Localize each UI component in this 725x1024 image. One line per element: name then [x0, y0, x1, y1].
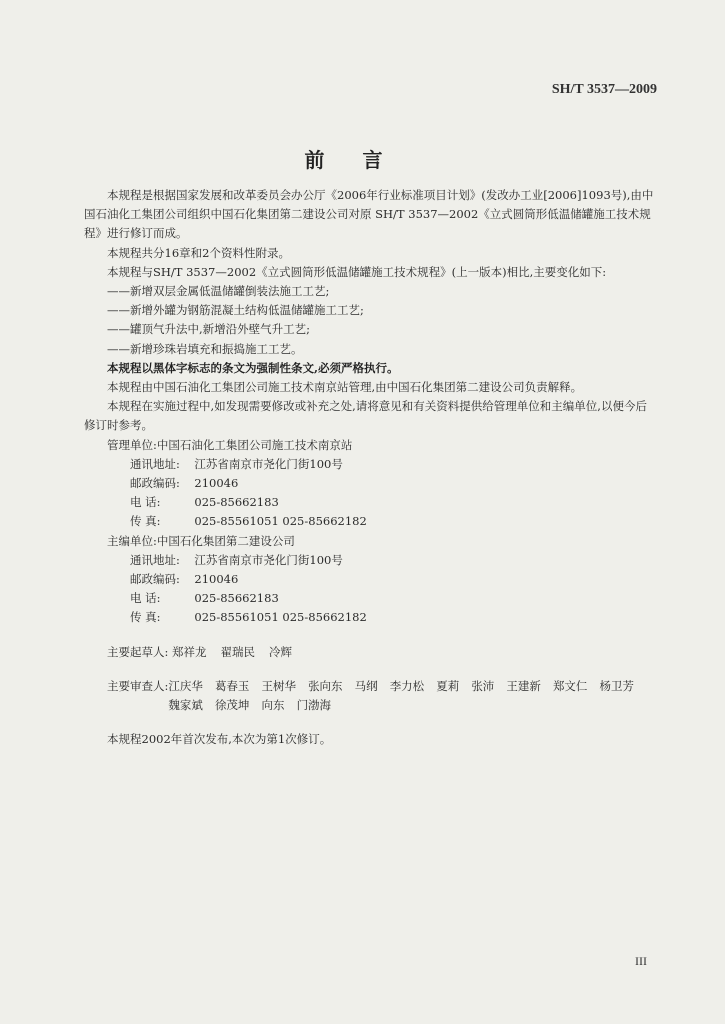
phone-label: 电 话:: [130, 495, 161, 510]
composition-paragraph: 本规程共分16章和2个资料性附录。: [107, 245, 290, 260]
management-paragraph: 本规程由中国石油化工集团公司施工技术南京站管理,由中国石化集团第二建设公司负责解释。: [107, 380, 583, 395]
fax-label: 传 真:: [130, 610, 161, 625]
address-label: 通讯地址:: [130, 552, 180, 567]
drafter-name: 郑祥龙: [172, 644, 207, 659]
feedback-paragraph: 本规程在实施过程中,如发现需要修改或补充之处,请将意见和有关资料提供给管理单位和主编单位,以便今后修订时参考。: [84, 399, 647, 433]
chief-unit-label: 主编单位:: [107, 533, 157, 548]
manager-unit-block: [84, 436, 658, 532]
manager-address: 江苏省南京市尧化门街100号: [194, 456, 343, 471]
manager-fax: 025-85561051 025-85662182: [194, 514, 367, 529]
reviewer-name: 江庆华: [168, 678, 203, 693]
chief-unit-block: [84, 532, 658, 628]
reviewer-name: 徐茂坤: [214, 698, 250, 713]
manager-unit-label: 管理单位:: [107, 437, 157, 452]
manager-phone: 025-85662183: [194, 495, 279, 510]
address-label: 通讯地址:: [130, 456, 180, 471]
change-item: ——新增珍珠岩填充和振捣施工工艺。: [107, 341, 303, 356]
reviewer-name: 葛春玉: [214, 678, 250, 693]
comparison-paragraph: 本规程与SH/T 3537—2002《立式圆筒形低温储罐施工技术规程》(上一版本)相比,主要变化如下:: [107, 264, 607, 279]
reviewer-name: 王建新: [506, 678, 541, 693]
reviewer-name: 郑文仁: [552, 678, 588, 693]
preface-body: [84, 186, 658, 749]
standard-code: SH/T 3537—2009: [551, 82, 657, 97]
intro-paragraph: 本规程是根据国家发展和改革委员会办公厅《2006年行业标准项目计划》(发改办工业[2006]1093号),由中国石油化工集团公司组织中国石化集团第二建设公司对原 SH/T 3537—2002《立式圆筒形低温储罐施工技术规程》进行修订而成。: [84, 188, 654, 241]
reviewers-label: 主要审查人:: [107, 678, 169, 693]
postcode-label: 邮政编码:: [130, 572, 180, 587]
reviewer-name: 张向东: [308, 678, 343, 693]
reviewer-name: 门渤海: [296, 698, 332, 713]
reviewer-name: 马纲: [354, 678, 378, 693]
chief-postcode: 210046: [194, 572, 239, 587]
drafters-label: 主要起草人:: [107, 644, 169, 659]
page-title: 前言: [304, 148, 421, 172]
drafter-name: 冷辉: [269, 644, 293, 659]
reviewer-name: 王树华: [261, 678, 296, 693]
reviewer-name: 夏莉: [436, 678, 460, 693]
manager-unit-name: 中国石油化工集团公司施工技术南京站: [156, 437, 353, 452]
change-item: ——新增双层金属低温储罐倒装法施工工艺;: [107, 284, 330, 299]
reviewer-list: [168, 677, 658, 715]
reviewer-name: 张沛: [471, 678, 495, 693]
drafters-line: [84, 643, 658, 662]
page-number: III: [635, 954, 647, 968]
release-note: 本规程2002年首次发布,本次为第1次修订。: [107, 732, 332, 747]
reviewer-name: 向东: [261, 698, 285, 713]
phone-label: 电 话:: [130, 591, 161, 606]
postcode-label: 邮政编码:: [130, 476, 180, 491]
manager-postcode: 210046: [194, 476, 239, 491]
chief-fax: 025-85561051 025-85662182: [194, 610, 367, 625]
change-item: ——罐顶气升法中,新增沿外壁气升工艺;: [107, 322, 311, 337]
reviewer-name: 李力松: [389, 678, 425, 693]
fax-label: 传 真:: [130, 514, 161, 529]
mandatory-note: 本规程以黑体字标志的条文为强制性条文,必须严格执行。: [107, 360, 399, 375]
reviewer-name: 魏家斌: [168, 698, 203, 713]
chief-phone: 025-85662183: [194, 591, 279, 606]
change-item: ——新增外罐为钢筋混凝土结构低温储罐施工工艺;: [107, 303, 364, 318]
reviewer-name: 杨卫芳: [599, 678, 634, 693]
chief-address: 江苏省南京市尧化门街100号: [194, 552, 343, 567]
chief-unit-name: 中国石化集团第二建设公司: [156, 533, 295, 548]
reviewers-block: [84, 677, 658, 715]
drafter-name: 翟瑞民: [220, 644, 256, 659]
